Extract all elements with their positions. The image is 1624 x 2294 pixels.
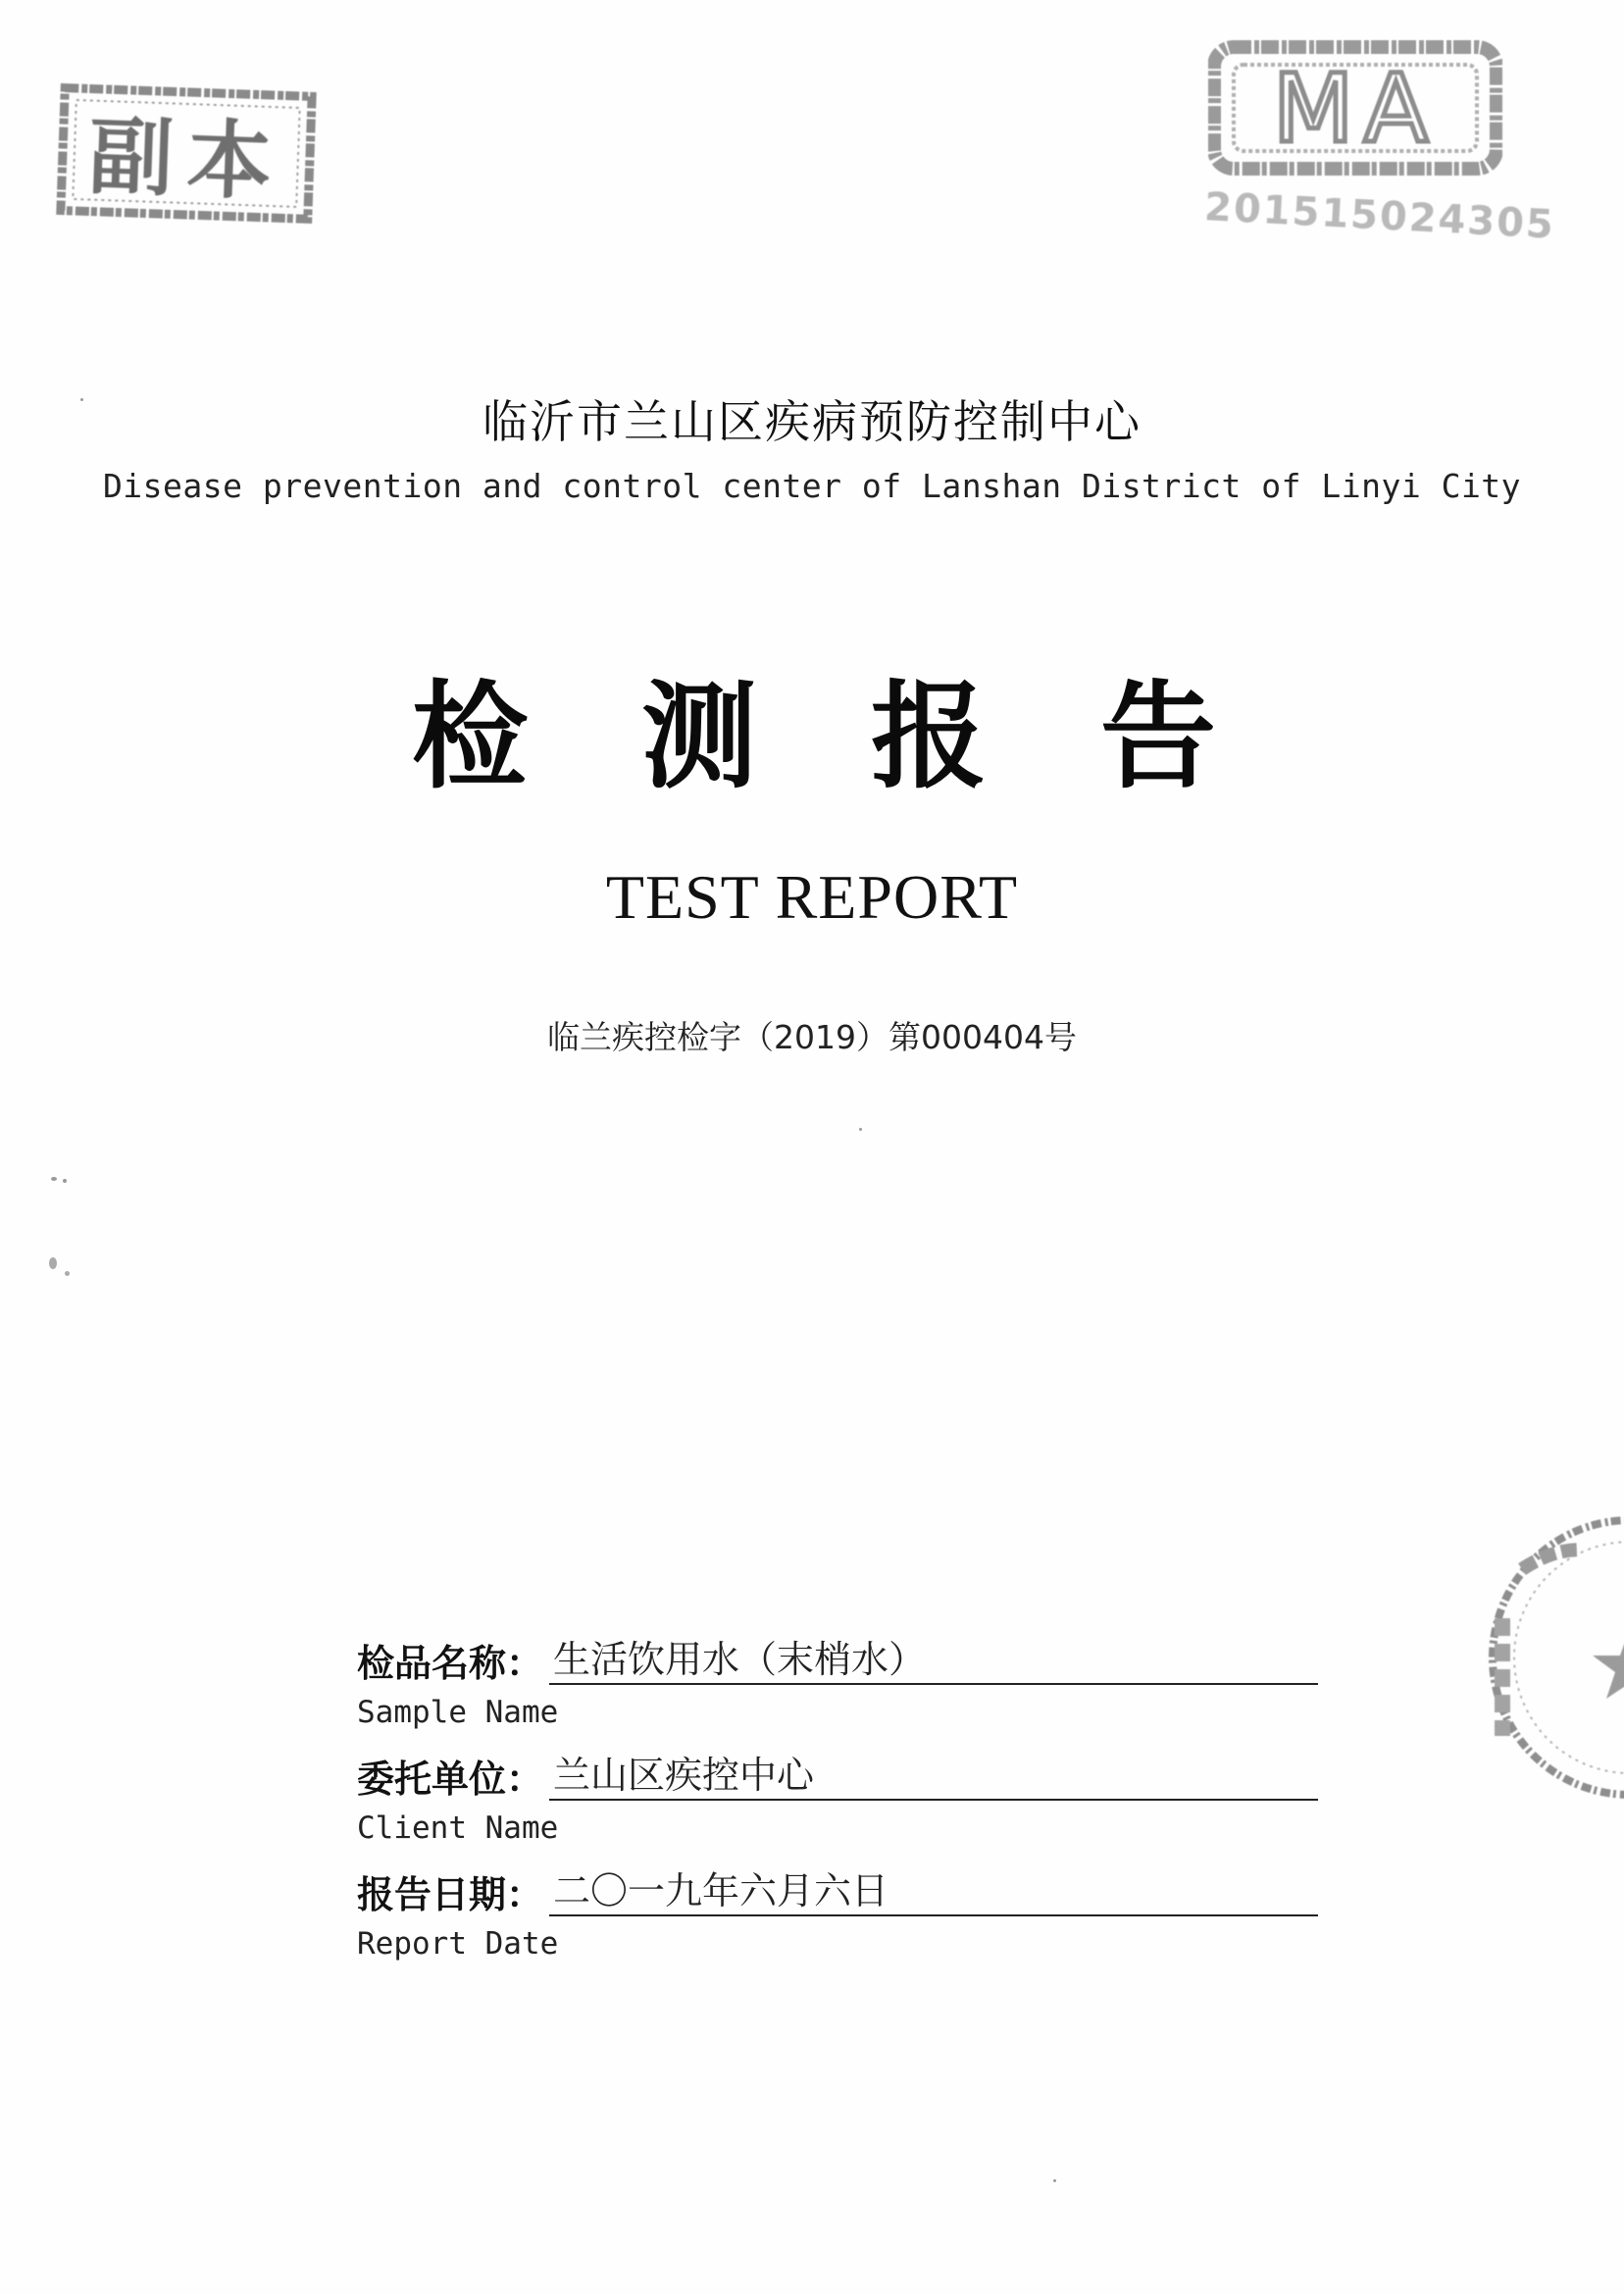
client-name-label: 委托单位： [357, 1758, 544, 1801]
svg-text:副本: 副本 [87, 107, 287, 213]
title-char: 测 [640, 668, 757, 804]
scan-speck [63, 1179, 67, 1183]
scan-speck [80, 398, 83, 401]
organization-name-en: Disease prevention and control center of Lanshan District of Linyi City [102, 467, 1522, 505]
ma-certification-mark [1208, 39, 1502, 177]
client-name-value: 兰山区疾控中心 [549, 1756, 1318, 1801]
scan-speck [1053, 2179, 1056, 2182]
report-number: 临兰疾控检字（2019）第000404号 [547, 1018, 1077, 1056]
title-char: 报 [870, 668, 987, 804]
scan-speck [65, 1271, 70, 1276]
scan-speck [49, 1257, 57, 1269]
report-date-value: 二〇一九年六月六日 [549, 1871, 1318, 1916]
svg-text:MA: MA [1272, 54, 1439, 164]
sample-name-field [357, 1640, 1318, 1730]
scan-speck [859, 1128, 862, 1131]
sample-name-label-en: Sample Name [357, 1694, 559, 1730]
scan-speck [51, 1177, 57, 1181]
copy-stamp [53, 77, 323, 229]
title-char: 检 [412, 668, 529, 804]
client-name-label-en: Client Name [357, 1810, 559, 1846]
report-date-label: 报告日期： [357, 1873, 544, 1916]
report-title-cn [412, 668, 1216, 804]
sample-name-label: 检品名称： [357, 1642, 544, 1685]
organization-name-cn: 临沂市兰山区疾病预防控制中心 [482, 395, 1142, 448]
sample-name-value: 生活饮用水（末梢水） [549, 1640, 1318, 1685]
report-date-label-en: Report Date [357, 1925, 559, 1962]
report-date-field [357, 1871, 1318, 1962]
report-title-en: TEST REPORT [605, 862, 1019, 932]
ma-certification-number: 201515024305 [1203, 184, 1556, 248]
title-char: 告 [1099, 668, 1216, 804]
client-name-field [357, 1756, 1318, 1846]
official-seal [1434, 1510, 1624, 1805]
